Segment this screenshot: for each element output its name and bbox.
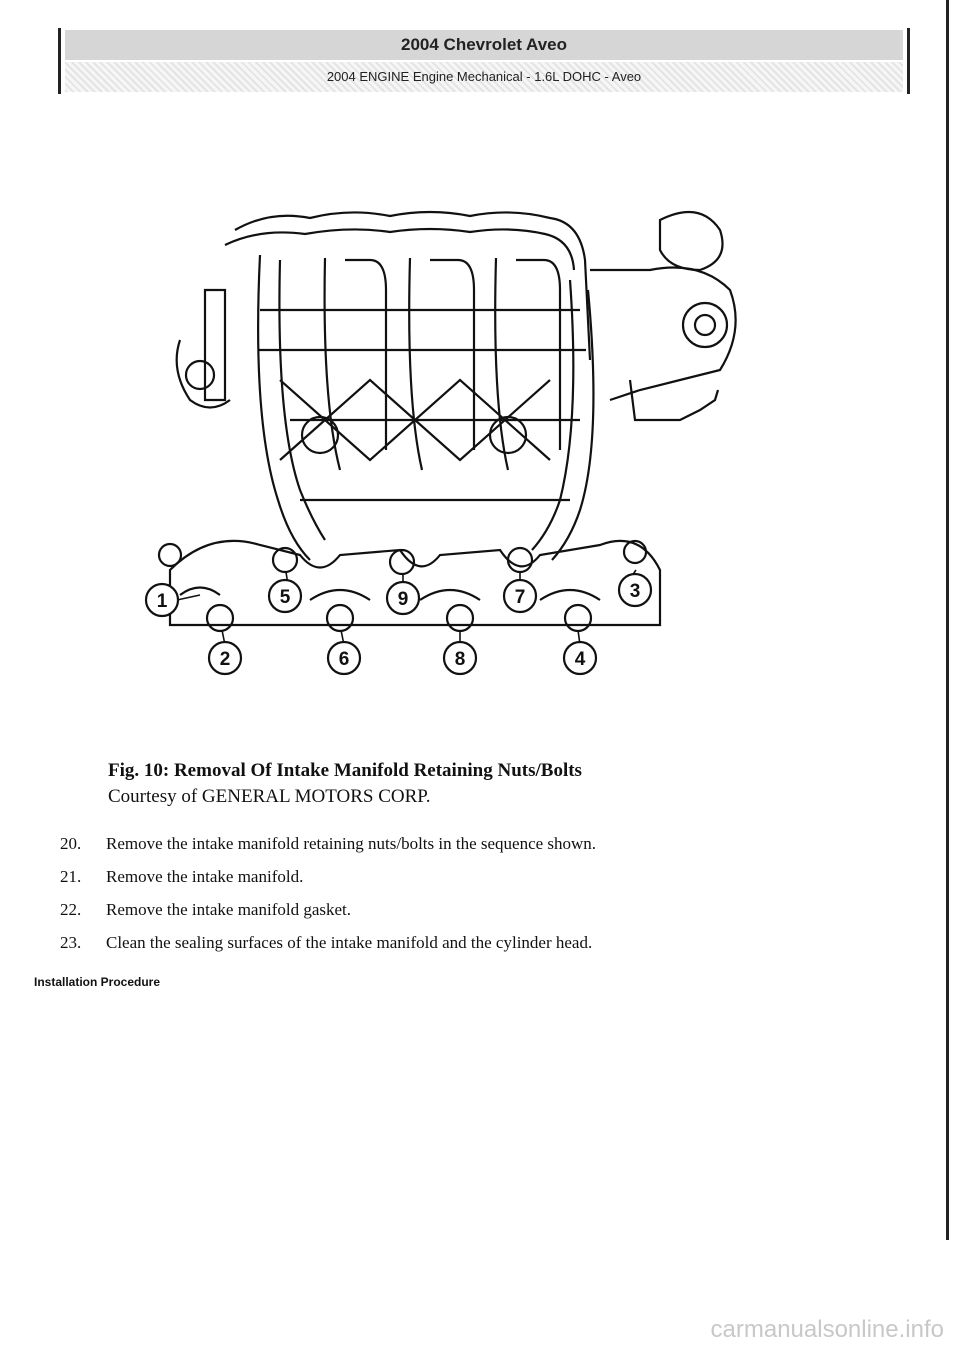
step-item (60, 832, 920, 865)
right-margin-rule (946, 0, 949, 1240)
callout-label: 1 (156, 591, 168, 612)
step-number: 22. (60, 900, 82, 919)
page-header (58, 28, 910, 94)
intake-manifold-diagram (140, 200, 740, 680)
step-number: 23. (60, 933, 82, 952)
callout-label: 9 (397, 589, 409, 610)
callout-label: 6 (338, 649, 350, 670)
callout-label: 5 (279, 587, 291, 608)
intake-manifold-figure (140, 200, 740, 680)
header-subtitle: 2004 ENGINE Engine Mechanical - 1.6L DOHC - Aveo (65, 62, 903, 92)
step-number: 21. (60, 867, 82, 886)
callout-label: 7 (514, 587, 526, 608)
section-heading: Installation Procedure (34, 975, 161, 989)
caption-title: Fig. 10: Removal Of Intake Manifold Retaining Nuts/Bolts (108, 760, 582, 781)
step-text: Remove the intake manifold gasket. (106, 900, 352, 919)
callout-label: 4 (574, 649, 586, 670)
caption-courtesy: Courtesy of GENERAL MOTORS CORP. (108, 786, 431, 807)
step-item (60, 931, 920, 964)
callout-label: 2 (219, 649, 231, 670)
step-number: 20. (60, 834, 82, 853)
watermark: carmanualsonline.info (710, 1316, 944, 1343)
step-item (60, 898, 920, 931)
step-item (60, 865, 920, 898)
callout-label: 3 (629, 581, 641, 602)
figure-caption (108, 758, 808, 810)
procedure-steps (60, 832, 920, 964)
step-text: Remove the intake manifold. (106, 867, 304, 886)
step-text: Clean the sealing surfaces of the intake manifold and the cylinder head. (106, 933, 593, 952)
header-title: 2004 Chevrolet Aveo (65, 30, 903, 60)
callout-label: 8 (454, 649, 466, 670)
step-text: Remove the intake manifold retaining nuts/bolts in the sequence shown. (106, 834, 597, 853)
